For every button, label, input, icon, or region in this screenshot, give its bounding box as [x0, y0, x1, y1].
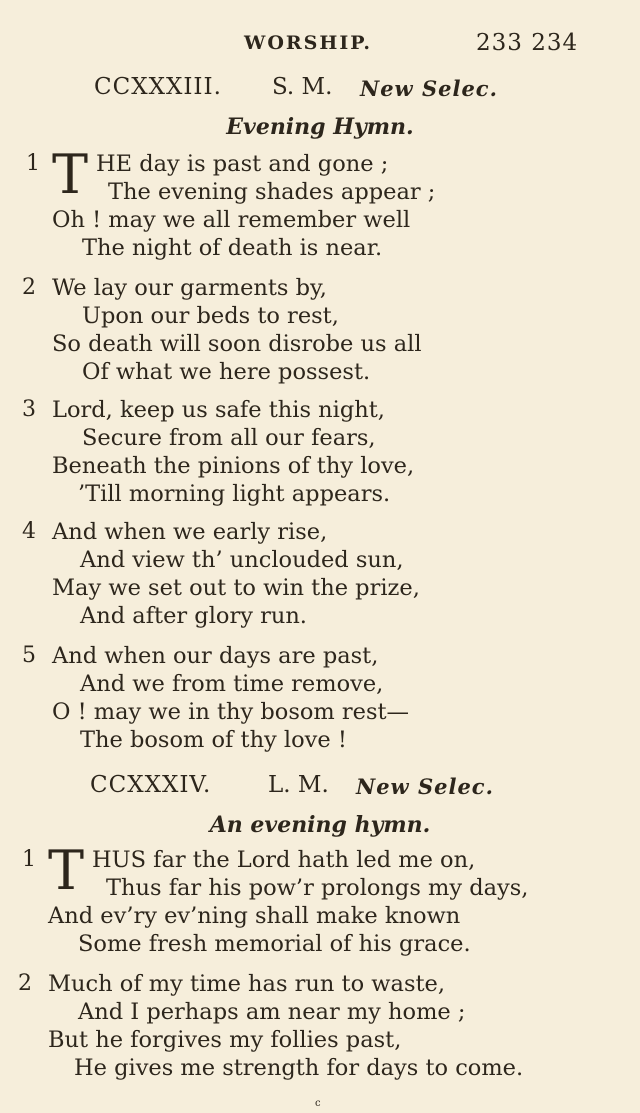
verse-line: He gives me strength for days to come.	[74, 1055, 524, 1081]
hymn-meter: L. M.	[268, 772, 329, 798]
verse-line: Secure from all our fears,	[82, 425, 376, 451]
verse-line: And after glory run.	[80, 603, 307, 629]
verse-number: 2	[18, 971, 32, 996]
verse-line: The evening shades appear ;	[108, 179, 436, 205]
verse-number: 3	[22, 397, 36, 422]
hymn-heading	[0, 772, 640, 806]
verse-line: And when our days are past,	[52, 643, 379, 669]
verse-line: O ! may we in thy bosom rest—	[52, 699, 410, 725]
verse-line: Some fresh memorial of his grace.	[78, 931, 471, 957]
verse-line: So death will soon disrobe us all	[52, 331, 422, 357]
verse-line: Lord, keep us safe this night,	[52, 397, 385, 423]
hymn-tune: New Selec.	[356, 774, 494, 799]
hymn-meter: S. M.	[272, 74, 333, 100]
verse-line: But he forgives my follies past,	[48, 1027, 402, 1053]
verse-line: HE day is past and gone ;	[96, 151, 389, 177]
page-numbers: 233 234	[476, 30, 579, 56]
running-head-title: WORSHIP.	[244, 32, 372, 54]
drop-cap: T	[52, 143, 89, 206]
verse-line: And I perhaps am near my home ;	[78, 999, 466, 1025]
verse-line: Much of my time has run to waste,	[48, 971, 446, 997]
hymn-subtitle: An evening hymn.	[209, 812, 431, 838]
verse-line: ’Till morning light appears.	[78, 481, 391, 507]
verse-line: May we set out to win the prize,	[52, 575, 420, 601]
drop-cap: T	[48, 839, 85, 902]
hymn-tune: New Selec.	[360, 76, 498, 101]
verse-number: 1	[26, 151, 40, 176]
verse-line: We lay our garments by,	[52, 275, 327, 301]
verse-line: Thus far his pow’r prolongs my days,	[106, 875, 529, 901]
verse-line: Upon our beds to rest,	[82, 303, 339, 329]
hymn-subtitle: Evening Hymn.	[226, 114, 414, 140]
verse-line: The night of death is near.	[82, 235, 383, 261]
verse-line: Oh ! may we all remember well	[52, 207, 411, 233]
hymn-number: CCXXXIII.	[94, 74, 222, 100]
verse-line: And when we early rise,	[52, 519, 328, 545]
verse-number: 5	[22, 643, 36, 668]
signature-mark: c	[315, 1098, 321, 1109]
verse-number: 2	[22, 275, 36, 300]
running-head	[0, 32, 640, 62]
hymn-heading	[0, 74, 640, 108]
verse-line: HUS far the Lord hath led me on,	[92, 847, 476, 873]
verse-line: And view th’ unclouded sun,	[80, 547, 404, 573]
verse-line: And we from time remove,	[80, 671, 384, 697]
verse-line: Beneath the pinions of thy love,	[52, 453, 415, 479]
verse-number: 4	[22, 519, 36, 544]
verse-number: 1	[22, 847, 36, 872]
verse-line: And ev’ry ev’ning shall make known	[48, 903, 461, 929]
verse-line: The bosom of thy love !	[80, 727, 347, 753]
verse-line: Of what we here possest.	[82, 359, 371, 385]
hymn-number: CCXXXIV.	[90, 772, 212, 798]
